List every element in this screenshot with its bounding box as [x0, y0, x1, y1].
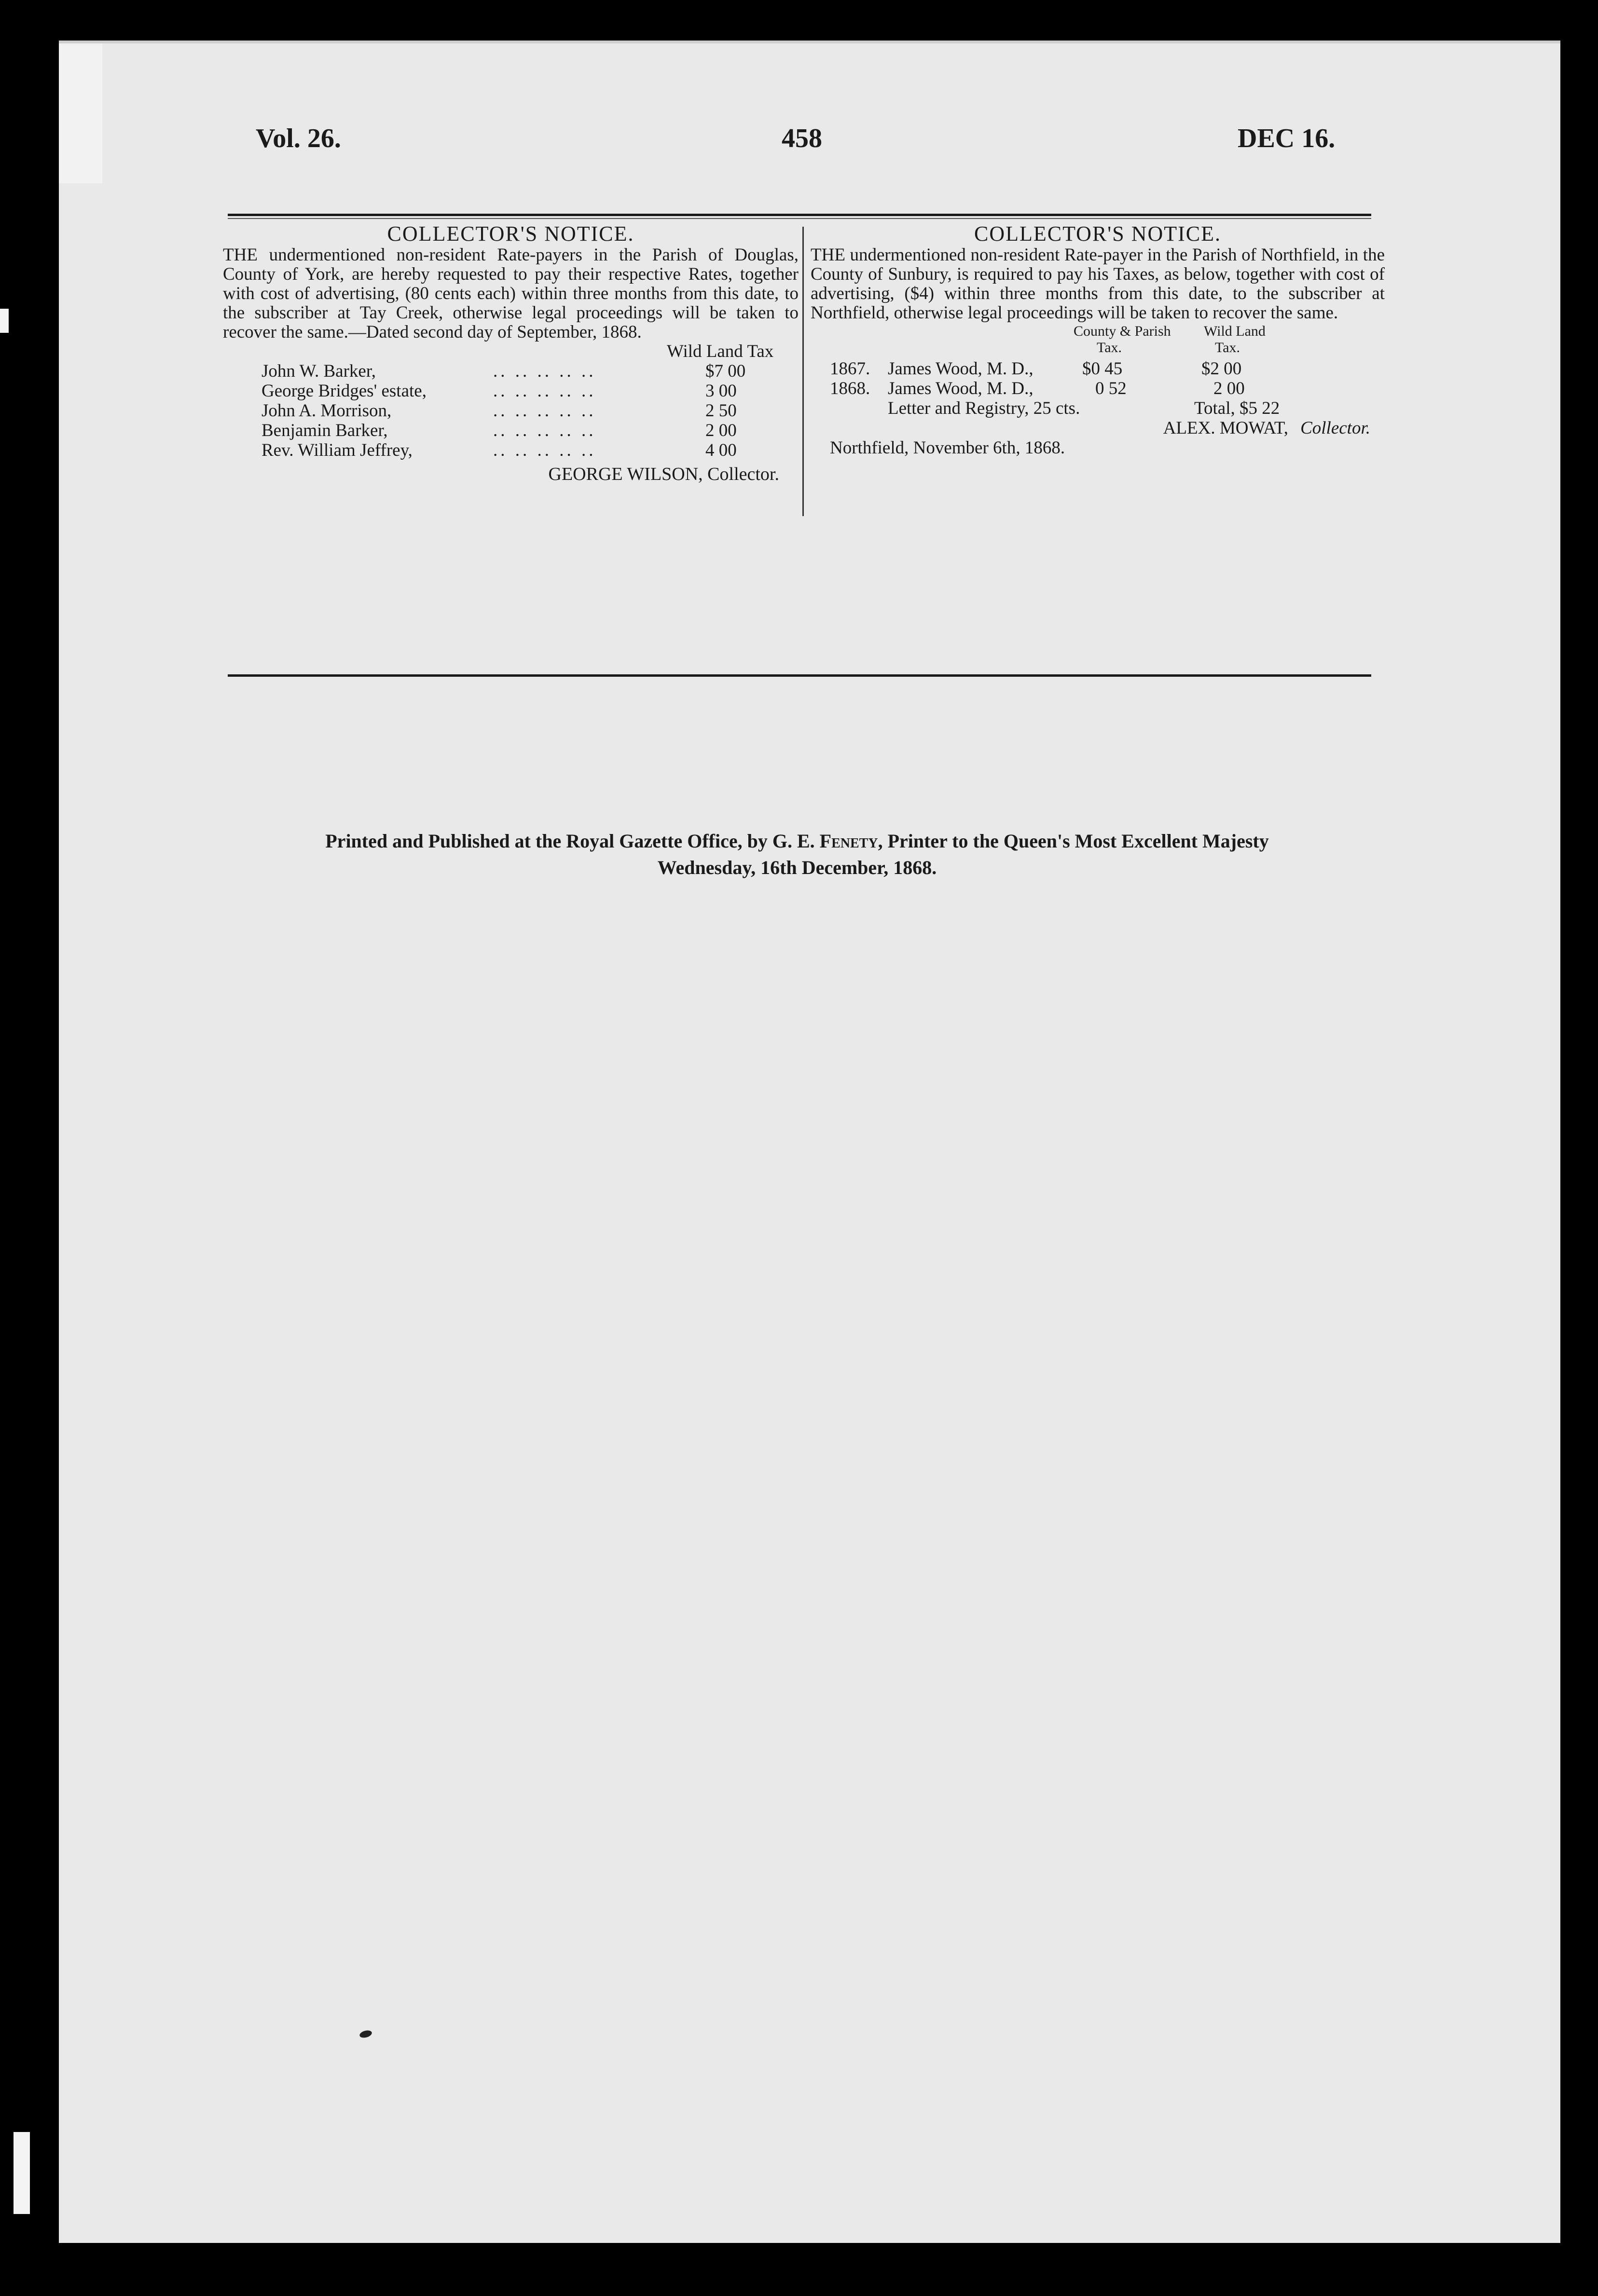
notice-body: THE undermentioned non-resident Rate-payer in the Parish of Northfield, in the County of Sunbury, is required to pay his Taxes, as below, together with cost of advertising, ($4) within three months from this date, to the subscriber at Northfield, otherwise legal proceedings will be taken to recover the same.: [811, 245, 1385, 323]
table-row: [811, 359, 1385, 379]
tax-amount: 2 00: [705, 421, 737, 440]
imprint-text-end: , Printer to the Queen's Most Excellent Majesty: [878, 830, 1269, 852]
list-item: [223, 382, 799, 401]
list-item: [223, 401, 799, 421]
wild-land-amount: $2 00: [1201, 359, 1242, 379]
wild-land-tax-header: Wild Land Tax: [667, 342, 774, 361]
publisher-imprint: [223, 830, 1371, 852]
ratepayer-name: James Wood, M. D.,: [888, 359, 1033, 379]
notice-body: THE undermentioned non-resident Rate-payers in the Parish of Douglas, County of York, are hereby requested to pay their respective Rates, together with cost of advertising, (80 cents each) within three months from this date, to the subscriber at Tay Creek, otherwise legal proceedings will be taken to recover the same.—Dated second day of September, 1868.: [223, 245, 799, 342]
tax-amount: 2 50: [705, 401, 737, 421]
page-number: 458: [782, 123, 822, 153]
notice-title: COLLECTOR'S NOTICE.: [974, 222, 1221, 246]
ratepayer-name: Rev. William Jeffrey,: [262, 440, 413, 460]
left-collector-notice: [223, 224, 799, 484]
right-collector-notice: [811, 224, 1385, 458]
extra-charge-label: Letter and Registry, 25 cts.: [888, 398, 1080, 418]
column-divider: [802, 227, 804, 516]
leader-dots: .. .. .. .. ..: [493, 401, 596, 421]
leader-dots: .. .. .. .. ..: [493, 381, 596, 401]
tax-amount: 3 00: [705, 381, 737, 401]
wild-land-amount: 2 00: [1213, 379, 1245, 398]
collector-name: ALEX. MOWAT,: [1163, 418, 1288, 438]
volume-label: Vol. 26.: [256, 123, 341, 153]
tax-amount: 4 00: [705, 440, 737, 460]
printer-name: Fenety: [819, 830, 878, 852]
notice-title: COLLECTOR'S NOTICE.: [387, 222, 634, 246]
leader-dots: .. .. .. .. ..: [493, 440, 596, 460]
ratepayer-name: John A. Morrison,: [262, 401, 392, 421]
ratepayer-name: James Wood, M. D.,: [888, 379, 1033, 398]
county-parish-header-tax: Tax.: [1097, 340, 1122, 355]
issue-date: DEC 16.: [1238, 123, 1336, 153]
publication-date: Wednesday, 16th December, 1868.: [657, 857, 937, 878]
list-item: [223, 441, 799, 461]
wild-land-header-tax: Tax.: [1215, 340, 1240, 355]
leader-dots: .. .. .. .. ..: [493, 421, 596, 440]
list-item: [223, 421, 799, 441]
ratepayer-name: John W. Barker,: [262, 361, 376, 381]
total-amount: Total, $5 22: [1194, 398, 1280, 418]
table-row: [811, 399, 1385, 419]
county-parish-amount: 0 52: [1095, 379, 1127, 398]
collector-title: Collector.: [1300, 418, 1370, 438]
notice-dateline: Northfield, November 6th, 1868.: [830, 438, 1065, 458]
tax-column-headers: [811, 323, 1385, 359]
tax-column-header-row: [223, 342, 799, 362]
tax-amount: $7 00: [705, 361, 746, 381]
ratepayer-name: Benjamin Barker,: [262, 421, 388, 440]
collector-signature: [811, 419, 1385, 438]
notice-dateline-row: [811, 438, 1385, 458]
county-parish-amount: $0 45: [1082, 359, 1123, 379]
leader-dots: .. .. .. .. ..: [493, 361, 596, 381]
ratepayer-name: George Bridges' estate,: [262, 381, 427, 401]
header-rule: [228, 214, 1371, 216]
section-rule: [228, 674, 1371, 677]
list-item: [223, 362, 799, 382]
table-row: [811, 379, 1385, 399]
collector-signature: GEORGE WILSON, Collector.: [548, 464, 779, 484]
imprint-text: Printed and Published at the Royal Gazette Office, by G. E.: [325, 830, 815, 852]
header-rule-thin: [228, 218, 1371, 219]
tax-year: 1868.: [830, 379, 870, 398]
tax-year: 1867.: [830, 359, 870, 379]
wild-land-header: Wild Land: [1204, 323, 1266, 339]
scan-margin-mark: [0, 309, 9, 333]
paper-corner: [59, 43, 102, 183]
county-parish-header: County & Parish: [1074, 323, 1171, 339]
scan-margin-mark: [14, 2132, 30, 2214]
